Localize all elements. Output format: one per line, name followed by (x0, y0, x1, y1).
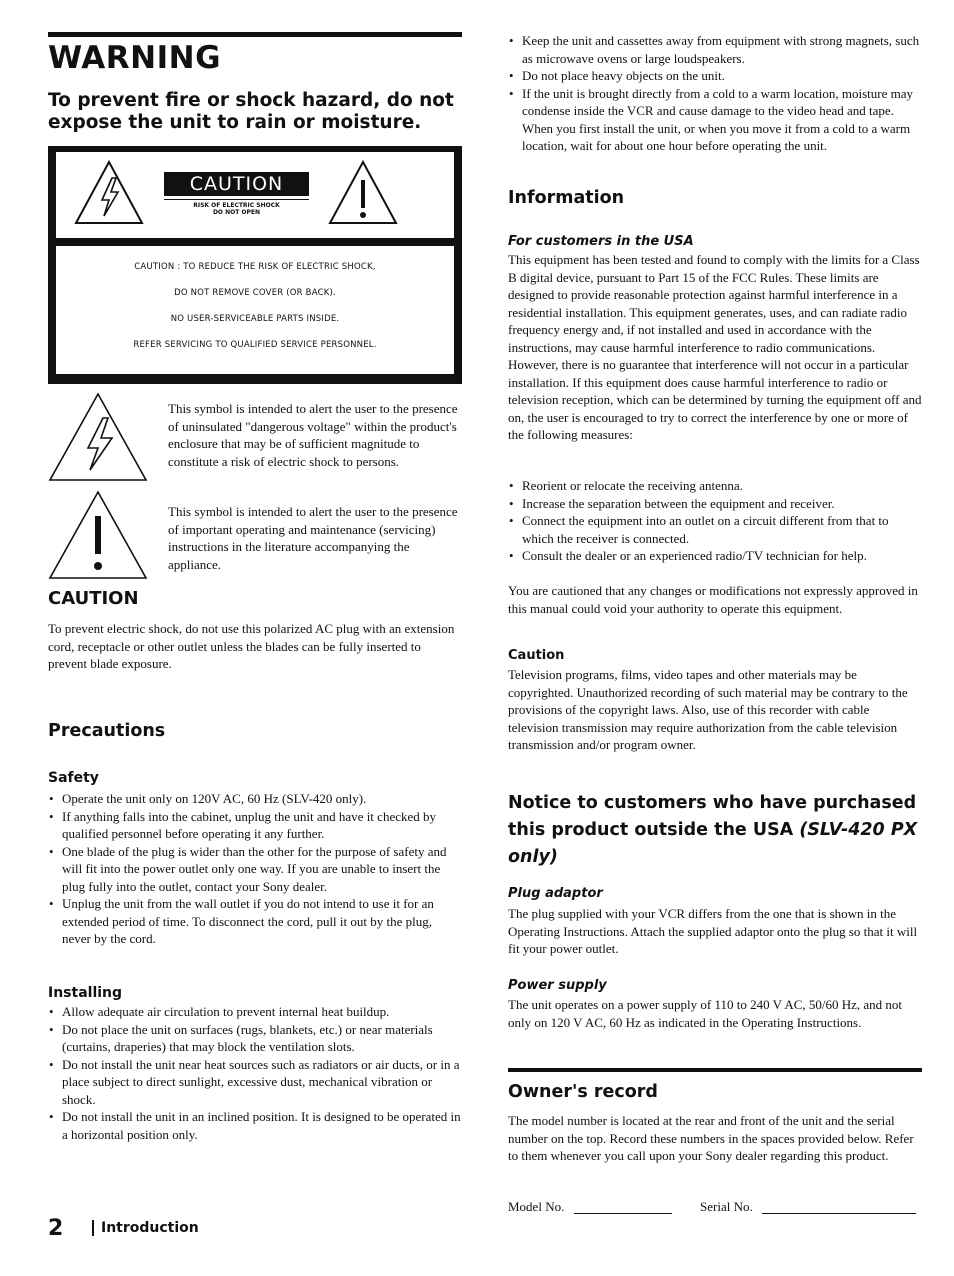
precautions-heading: Precautions (48, 721, 166, 741)
list-item: • Do not place the unit on surfaces (rugs, blankets, etc.) or near materials (curtains, draperies) that may block the ventilation slots. (48, 1021, 462, 1056)
model-no-label: Model No. (508, 1199, 565, 1214)
caution-text: To prevent electric shock, do not use this polarized AC plug with an extension cord, receptacle or other outlet unless the blades can be fully inserted to prevent blade exposure. (48, 621, 455, 671)
lightning-symbol-text: This symbol is intended to alert the user to the presence of uninsulated "dangerous voltage" within the product's enclosure that may be of sufficient magnitude to constitute a risk of electric shock to persons. (168, 401, 458, 469)
warning-title: WARNING (48, 40, 222, 76)
power-text: The unit operates on a power supply of 110 to 240 V AC, 50/60 Hz, and not only on 120 V AC, 60 Hz as indicated in the Operating Instructions. (508, 997, 903, 1030)
list-item: • Do not install the unit in an inclined position. It is designed to be operated in a horizontal position only. (48, 1108, 462, 1143)
section-name: Introduction (101, 1220, 199, 1236)
caution-heading: CAUTION (48, 588, 139, 609)
list-item: • Do not place heavy objects on the unit. (508, 67, 922, 85)
notice-heading (508, 790, 922, 871)
information-closing: You are cautioned that any changes or modifications not expressly approved in this manual could void your authority to operate this equipment. (508, 583, 918, 616)
serial-no-label: Serial No. (700, 1199, 753, 1214)
exclamation-symbol-icon (48, 490, 148, 580)
model-no-line (574, 1213, 672, 1214)
caution-label-sub-1: RISK OF ELECTRIC SHOCK (193, 202, 280, 209)
lightning-symbol-icon (48, 392, 148, 482)
lightning-warning-icon (74, 160, 144, 226)
list-item: • Connect the equipment into an outlet on a circuit different from that to which the receiver is connected. (508, 512, 922, 547)
measures-list (508, 477, 922, 565)
caution-line: NO USER-SERVICEABLE PARTS INSIDE. (170, 314, 340, 324)
owners-record-rule (508, 1068, 922, 1072)
caution-label-box (48, 146, 462, 384)
page-number: 2 (48, 1216, 64, 1241)
caution-line: DO NOT REMOVE COVER (OR BACK). (174, 288, 336, 298)
divider (164, 199, 309, 200)
list-item: • Do not install the unit near heat sources such as radiators or air ducts, or in a place subject to direct sunlight, excessive dust, mechanical vibration or shock. (48, 1056, 462, 1109)
safety-heading: Safety (48, 770, 99, 786)
list-item: • Keep the unit and cassettes away from equipment with strong magnets, such as microwave ovens or large loudspeakers. (508, 32, 922, 67)
usa-heading: For customers in the USA (508, 234, 694, 249)
notice-heading-text: Notice to customers who have purchased this product outside the USA (508, 793, 917, 840)
power-heading: Power supply (508, 978, 607, 993)
list-item: • Increase the separation between the equipment and receiver. (508, 495, 922, 513)
exclamation-warning-icon (328, 160, 398, 226)
list-item: • Unplug the unit from the wall outlet if you do not intend to use it for an extended period of time. To disconnect the cord, pull it out by the plug, never by the cord. (48, 895, 462, 948)
caution-line: REFER SERVICING TO QUALIFIED SERVICE PERSONNEL. (133, 340, 377, 350)
caution-label-top (56, 152, 454, 238)
serial-no-line (762, 1213, 916, 1214)
precautions-continued-list (508, 32, 922, 155)
caution-label-sub (164, 202, 309, 216)
usa-text: This equipment has been tested and found to comply with the limits for a Class B digital device, pursuant to Part 15 of the FCC Rules. These limits are designed to provide reasonable protection against harmful interference in a residential installation. This equipment generates, uses, and can radiate radio frequency energy and, if not installed and used in accordance with the instructions, may cause harmful interference to radio communications. However, there is no guarantee that interference will not occur in a particular installation. If this equipment does cause harmful interference to radio or television reception, which can be determined by turning the equipment off and on, the user is encouraged to try to correct the interference by one or more of the following measures: (508, 252, 922, 442)
caution-label-bottom (56, 246, 454, 374)
list-item: • Reorient or relocate the receiving antenna. (508, 477, 922, 495)
information-caution-heading: Caution (508, 648, 565, 663)
installing-heading: Installing (48, 985, 123, 1001)
installing-list (48, 1003, 462, 1143)
owners-record-heading: Owner's record (508, 1082, 658, 1102)
caution-label-sub-2: DO NOT OPEN (212, 209, 261, 216)
plug-heading: Plug adaptor (508, 886, 603, 901)
list-item: • If the unit is brought directly from a cold to a warm location, moisture may condense inside the VCR and cause damage to the video head and tape. When you first install the unit, or when you move it from a cold to a warm location, wait for about one hour before operating the unit. (508, 85, 922, 155)
owners-record-text: The model number is located at the rear and front of the unit and the serial number on the top. Record these numbers in the spaces provided below. Refer to them whenever you call upon your Sony dealer regarding this product. (508, 1113, 914, 1163)
caution-label: CAUTION (164, 172, 309, 196)
list-item: • Operate the unit only on 120V AC, 60 Hz (SLV-420 only). (48, 790, 462, 808)
information-heading: Information (508, 188, 625, 208)
footer-divider (92, 1220, 94, 1236)
list-item: • Allow adequate air circulation to prevent internal heat buildup. (48, 1003, 462, 1021)
top-rule (48, 32, 462, 37)
caution-line: CAUTION : TO REDUCE THE RISK OF ELECTRIC SHOCK, (134, 262, 376, 272)
information-caution-text: Television programs, films, video tapes and other materials may be copyrighted. Unauthorized recording of such material may be contrary to the provisions of the copyright laws. Also, use of this recorder with cable television transmission may require authorization from the cable television transmission and/or program owner. (508, 667, 908, 752)
warning-subtitle: To prevent fire or shock hazard, do not expose the unit to rain or moisture. (48, 90, 454, 133)
plug-text: The plug supplied with your VCR differs from the one that is shown in the Operating Instructions. Attach the supplied adaptor onto the plug so that it will fit your power outlet. (508, 906, 918, 956)
list-item: • Consult the dealer or an experienced radio/TV technician for help. (508, 547, 922, 565)
list-item: • One blade of the plug is wider than the other for the purpose of safety and will fit into the power outlet only one way. If you are unable to insert the plug fully into the outlet, contact your Sony dealer. (48, 843, 462, 896)
safety-list (48, 790, 462, 948)
exclamation-symbol-text: This symbol is intended to alert the user to the presence of important operating and maintenance (servicing) instructions in the literature accompanying the appliance. (168, 504, 458, 572)
notice-heading-model: (SLV-420 PX only) (508, 820, 918, 867)
list-item: • If anything falls into the cabinet, unplug the unit and have it checked by qualified personnel before operating it any further. (48, 808, 462, 843)
